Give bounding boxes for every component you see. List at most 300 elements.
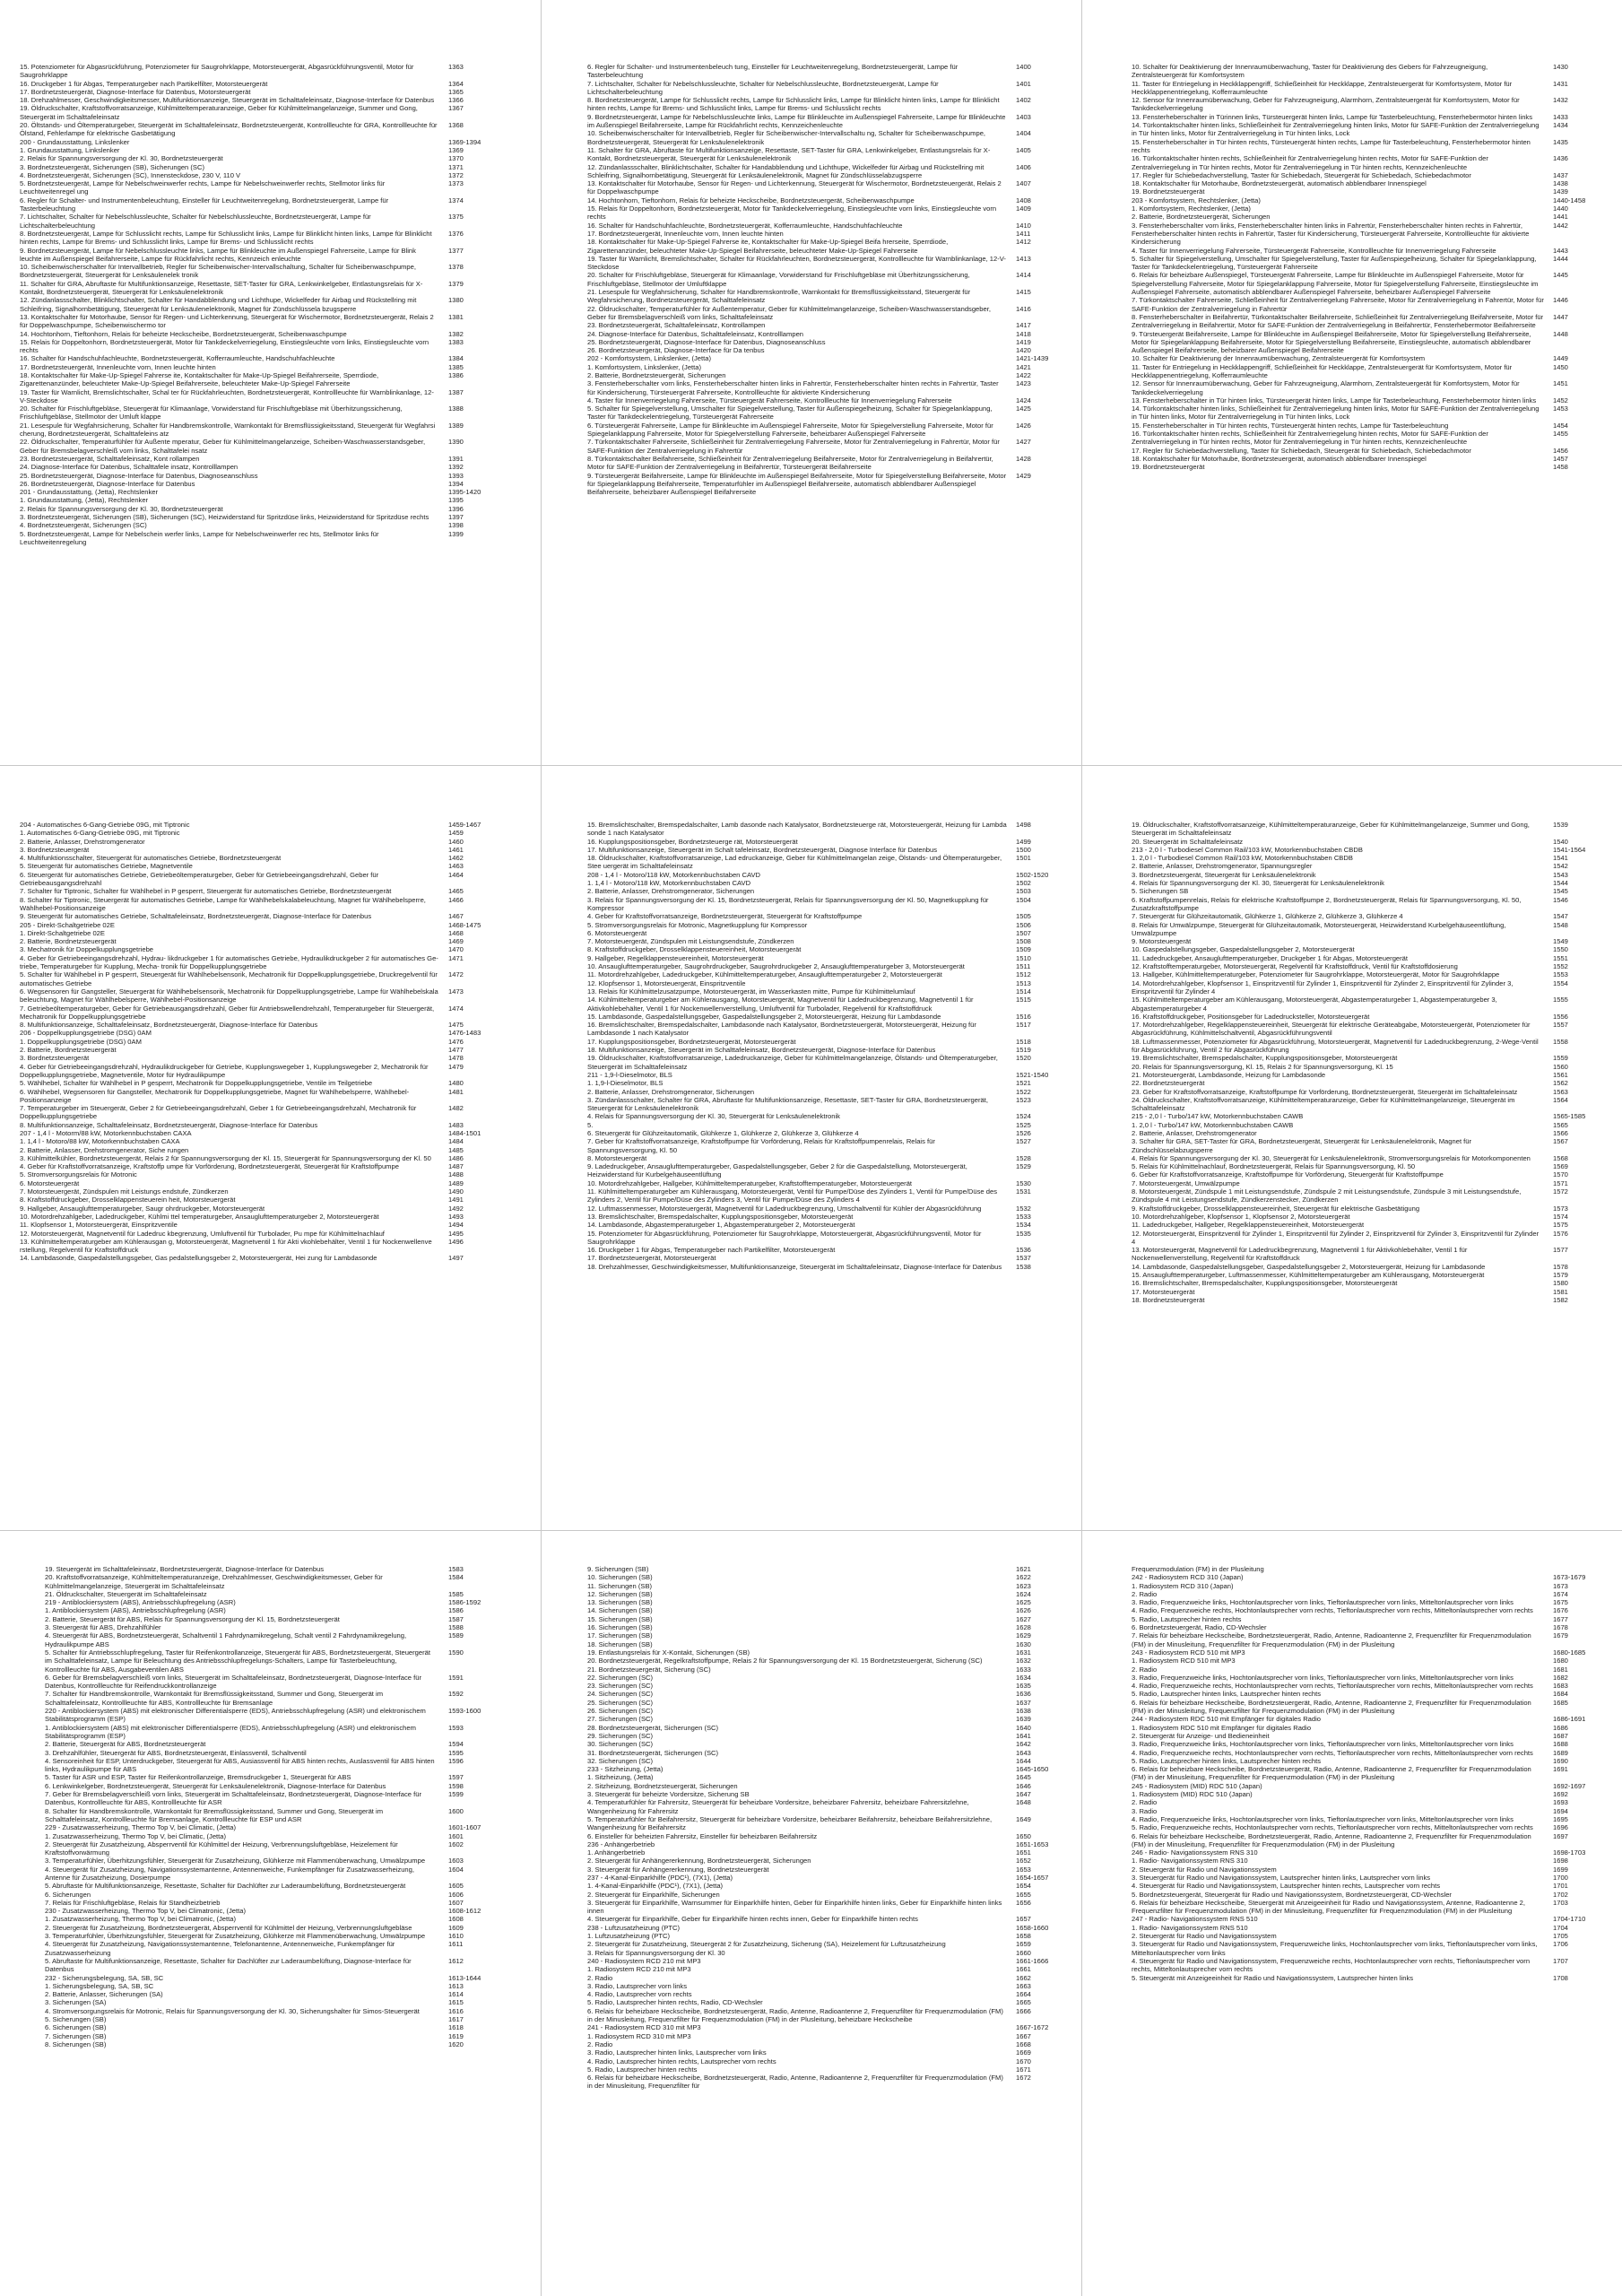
entry-page-number: 1375 xyxy=(448,213,464,222)
entry-title: 2. Radio xyxy=(587,2039,613,2048)
toc-entry xyxy=(20,371,488,388)
toc-entry xyxy=(1132,1129,1592,1137)
toc-entry xyxy=(587,1724,1055,1732)
toc-entry xyxy=(1132,1665,1592,1674)
toc-entry xyxy=(587,1657,1055,1665)
entry-title: 3. Radio, Frequenzweiche links, Hochtonlautsprecher vorn links, Tieftonlautsprecher vorn links, Mitteltonlautsprecher vorn links xyxy=(1132,1740,1514,1749)
entry-title: 237 - 4-Kanal-Einparkhilfe (PDC¹), (7X1), (Jetta) xyxy=(587,1873,733,1882)
toc-entry xyxy=(1132,1288,1592,1296)
entry-page-number: 1645-1650 xyxy=(1016,1765,1049,1774)
toc-entry xyxy=(587,896,1055,913)
entry-title: 3. Steuergerät für Radio und Navigationssystem, Lautsprecher hinten links, Lautsprecher vorn links xyxy=(1132,1873,1431,1882)
entry-page-number: 1650 xyxy=(1016,1831,1031,1840)
entry-title: 14. Türkontaktschalter hinten links, Schließeinheit für Zentralverriegelung hinten links, Motor für SAFE-Funktion der Zentralverriegelung in Tür hinten links, Motor für Zentralverriegelung in Tür hinten links, Lock xyxy=(1132,121,1540,138)
toc-entry xyxy=(20,912,488,920)
entry-page-number: 1500 xyxy=(1016,845,1031,854)
entry-title: 3. Schalter für GRA, SET-Taster für GRA, Bordnetzsteuergerät, Steuergerät für Lenksäulenelektronik, Magnet für Zündschlüsselabzugsperre xyxy=(1132,1137,1472,1154)
toc-entry xyxy=(587,1965,1055,1973)
entry-title: 16. Kraftstoffdruckgeber, Positionsgeber für Ladedrucksteller, Motorsteuergerät xyxy=(1132,1012,1370,1021)
toc-entry xyxy=(1132,1296,1592,1304)
document-page xyxy=(20,821,488,1511)
entry-page-number: 1527 xyxy=(1016,1137,1031,1146)
entry-page-number: 1387 xyxy=(448,387,464,396)
toc-entry xyxy=(20,929,488,937)
entry-title: 23. Geber für Kraftstoffvorratsanzeige, Kraftstoffpumpe für Vorförderung, Bordnetzsteuergerät, Steuergerät im Schalttafeleinsatz xyxy=(1132,1087,1518,1096)
toc-entry xyxy=(45,1773,488,1781)
entry-title: 10. Schalter für Deaktivierung der Innenraumüberwachung, Zentralsteuergerät für Komfortsystem xyxy=(1132,354,1426,363)
document-page xyxy=(1132,63,1592,744)
toc-entry xyxy=(587,1740,1055,1748)
entry-title: 2. Sitzheizung, Bordnetzsteuergerät, Sicherungen xyxy=(587,1781,738,1790)
entry-page-number: 1606 xyxy=(448,1890,464,1899)
toc-entry xyxy=(1132,1882,1592,1890)
toc-entry xyxy=(1132,463,1592,471)
entry-title: 5. Radio, Lautsprecher hinten rechts, Radio, CD-Wechsler xyxy=(587,1998,763,2007)
entry-page-number: 1620 xyxy=(448,2039,464,2048)
toc-entry xyxy=(587,438,1055,455)
entry-title: 7. Geber für Kraftstoffvorratsanzeige, Kraftstoffpumpe für Vorförderung, Relais für Kraftstoffpumpenrelais, Relais für Spannungsversorgung, Kl. 50 xyxy=(587,1137,935,1154)
entry-page-number: 1526 xyxy=(1016,1128,1031,1137)
entry-title: 3. Drehzahlfühler, Steuergerät für ABS, Bordnetzsteuergerät, Einlassventil, Schaltventil xyxy=(45,1748,307,1757)
toc-entry xyxy=(20,1063,488,1080)
entry-page-number: 1486 xyxy=(448,1153,464,1162)
entry-title: 240 - Radiosystem RCD 210 mit MP3 xyxy=(587,1956,701,1965)
entry-page-number: 1512 xyxy=(1016,970,1031,979)
entry-title: 7. Schalter für Handbremskontrolle, Warnkontakt für Bremsflüssigkeitsstand, Summer und Gong, Steuergerät im Schalttafeleinsatz, Kontrollleuchte für ABS, Kontrollleuchte für Bremsanlage xyxy=(45,1690,384,1707)
toc-entry xyxy=(20,921,488,929)
entry-page-number: 1487 xyxy=(448,1162,464,1171)
entry-page-number: 1629 xyxy=(1016,1631,1031,1640)
entry-page-number: 1612 xyxy=(448,1956,464,1965)
toc-entry xyxy=(1132,1674,1592,1682)
entry-title: 11. Ladedruckgeber, Ansauglufttemperaturgeber, Druckgeber 1 für Abgas, Motorsteuergerät xyxy=(1132,953,1409,962)
toc-entry xyxy=(1132,247,1592,255)
entry-title: 1. Direkt-Schaltgetriebe 02E xyxy=(20,928,105,937)
toc-entry xyxy=(587,204,1055,222)
toc-entry xyxy=(1132,196,1592,204)
toc-entry xyxy=(1132,255,1592,272)
toc-entry xyxy=(587,346,1055,354)
toc-entry xyxy=(587,937,1055,945)
toc-entry xyxy=(20,1230,488,1238)
entry-title: 19. Taster für Warnlicht, Bremslichtschalter, Schalter für Rückfahrleuchten, Bordnetzsteuergerät, Kontrollleuchte für Warnblinkanlage, 12-V-Steckdose xyxy=(587,254,1006,272)
toc-entry xyxy=(587,396,1055,404)
toc-entry xyxy=(1132,96,1592,113)
entry-title: 233 - Sitzheizung, (Jetta) xyxy=(587,1765,664,1774)
toc-entry xyxy=(1132,1271,1592,1279)
entry-title: 1. Komfortsystem, Linkslenker, (Jetta) xyxy=(587,362,702,371)
entry-page-number: 1430 xyxy=(1553,63,1568,71)
toc-entry xyxy=(587,1606,1055,1614)
toc-entry xyxy=(1132,330,1592,355)
toc-entry xyxy=(1132,1121,1592,1129)
toc-entry xyxy=(587,2007,1055,2024)
entry-title: 2. Steuergerät für Anzeige- und Bedieneinheit xyxy=(1132,1731,1270,1740)
entry-page-number: 1603 xyxy=(448,1857,464,1866)
entry-page-number: 1445 xyxy=(1553,271,1568,280)
entry-title: 5. Radio, Lautsprecher hinten links, Lautsprecher hinten rechts xyxy=(1132,1756,1322,1765)
entry-title: 5. Bordnetzsteuergerät, Steuergerät für Radio und Navigationssystem, Bordnetzsteuergerät, CD-Wechsler xyxy=(1132,1890,1452,1899)
entry-title: 24. Diagnose-Interface für Datenbus, Schalttafeleinsatz, Kontrolllampen xyxy=(587,329,804,338)
toc-entry xyxy=(587,838,1055,846)
entry-title: 236 - Anhängerbetrieb xyxy=(587,1839,655,1848)
toc-entry xyxy=(1132,1137,1592,1154)
toc-entry xyxy=(587,455,1055,472)
toc-entry xyxy=(1132,937,1592,945)
entry-title: 9. Türsteuergerät Beifahrerseite, Lampe für Blinkleuchte im Außenspiegel Beifahrerseite, Motor für Spiegelverstellung Beifahrerseite, Motor für Spiegelanklappung Beifahrerseite, Motor für Spiegelverstellung Beifahrerseite, Einstiegsleuchte, automatisch abblendbarer Außenspiegel Beifahrerseite, beheizbarer Außenspiegel Beifahrerseite xyxy=(1132,329,1531,355)
entry-title: 20. Bordnetzsteuergerät, Regelkraftstoffpumpe, Relais 2 für Spannungsversorgung der Kl. 15 Bordnetzsteuergerät, Sicherung (SC) xyxy=(587,1657,983,1665)
entry-title: 12. Zündanlassschalter, Blinklichtschalter, Schalter für Handabblendung und Lichthupe, Wickelfeder für Airbag und Rückstellring mit Schleifring, Signalhornbetätigung, Steuergerät für Lenksäulenelektronik, Magnet für Zündschlüsselabzugsperre xyxy=(587,162,984,179)
toc-entry xyxy=(45,1940,488,1957)
entry-title: 9. Ladedruckgeber, Ansauglufttemperaturgeber, Gaspedalstellungsgeber, Geber 2 für die Gaspedalstellung, Motorsteuergerät, Heizwiderstand für Kurbelgehäuseentlüftung xyxy=(587,1162,967,1179)
toc-entry xyxy=(587,179,1055,196)
entry-page-number: 1685 xyxy=(1553,1698,1568,1707)
toc-entry xyxy=(1132,979,1592,996)
entry-page-number: 1648 xyxy=(1016,1798,1031,1807)
toc-entry xyxy=(20,505,488,513)
entry-page-number: 1706 xyxy=(1553,1940,1568,1949)
entry-page-number: 1657 xyxy=(1016,1915,1031,1924)
entry-title: 11. Taster für Entriegelung in Heckklappengriff, Schließeinheit für Heckklappe, Zentralsteuergerät für Komfortsystem, Motor für Heckklappenentriegelung, Kofferraumleuchte xyxy=(1132,362,1513,379)
toc-entry xyxy=(45,1857,488,1865)
entry-page-number: 1621 xyxy=(1016,1565,1031,1573)
entry-page-number: 1385 xyxy=(448,362,464,371)
entry-title: 19. Bordnetzsteuergerät xyxy=(1132,463,1205,472)
entry-page-number: 1411 xyxy=(1016,229,1031,238)
entry-title: 6. Geber für Bremsbelagverschleiß vorn links, Steuergerät im Schalttafeleinsatz, Bordnetzsteuergerät, Diagnose-Interface für Datenbus, Kontrollleuchte für Reifendruckkontrollanzeige xyxy=(45,1673,421,1691)
entry-title: 22. Öldruckschalter, Temperaturfühler für Außentemperatur, Geber für Kühlmittelmangelanzeige, Scheiben-Waschwasserstandsgeber, Geber für Bremsbelagverschleiß vorn links, Schalttafeleinsatz xyxy=(587,304,991,321)
toc-entry xyxy=(20,496,488,504)
toc-entry xyxy=(20,513,488,521)
entry-title: 25. Bordnetzsteuergerät, Diagnose-Interface für Datenbus, Diagnoseanschluss xyxy=(20,471,258,480)
toc-entry xyxy=(1132,271,1592,296)
toc-entry xyxy=(45,1924,488,1932)
entry-page-number: 1549 xyxy=(1553,937,1568,946)
entry-title: 10. Motordrehzahlgeber, Ladedruckgeber, Kühlmi ttel temperaturgeber, Ansauglufttemperaturgeber 2, Motorsteuergerät xyxy=(20,1212,379,1221)
entry-page-number: 1423 xyxy=(1016,379,1031,388)
toc-entry xyxy=(20,1179,488,1187)
entry-page-number: 1466 xyxy=(448,895,464,904)
entry-title: 12. Klopfsensor 1, Motorsteuergerät, Einspritzventile xyxy=(587,978,746,987)
entry-page-number: 1510 xyxy=(1016,953,1031,962)
toc-entry xyxy=(1132,1657,1592,1665)
entry-page-number: 1646 xyxy=(1016,1781,1031,1790)
entry-title: 1. 1,4 l - Motoro/88 kW, Motorkennbuchstaben CAXA xyxy=(20,1137,180,1146)
toc-entry xyxy=(1132,1573,1592,1581)
entry-title: 1. Radio- Navigationssystem RNS 510 xyxy=(1132,1923,1248,1932)
entry-title: 8. Schalter für Handbremskontrolle, Warnkontakt für Bremsflüssigkeitsstand, Summer und Gong, Steuergerät im Schalttafeleinsatz, Kontrollleuchte für Bremsanlage, Kontrollleuchte für ESP und ASR xyxy=(45,1806,384,1823)
entry-title: 4. Steuergerät für Radio und Navigationssystem, Frequenzweiche rechts, Hochtonlautsprecher vorn rechts, Tieftonlautsprecher vorn rechts, Mitteltonlautsprecher vorn rechts xyxy=(1132,1956,1531,1974)
toc-entry xyxy=(20,330,488,338)
toc-entry xyxy=(587,1674,1055,1682)
entry-title: 6. Motorsteuergerät xyxy=(20,1178,80,1187)
entry-page-number: 1468 xyxy=(448,928,464,937)
toc-entry xyxy=(20,829,488,837)
entry-page-number: 1376 xyxy=(448,229,464,238)
entry-page-number: 1432 xyxy=(1553,96,1568,105)
entry-title: 2. Steuergerät für Radio und Navigationssystem xyxy=(1132,1865,1277,1874)
entry-title: 1. Antiblockiersystem (ABS), Antriebsschlupfregelung (ASR) xyxy=(45,1606,226,1615)
entry-title: 204 - Automatisches 6-Gang-Getriebe 09G, mit Tiptronic xyxy=(20,821,190,829)
entry-title: 17. Bordnetzsteuergerät, Diagnose-Interface für Datenbus, Motorsteuergerät xyxy=(20,87,251,96)
entry-title: 230 - Zusatzwasserheizung, Thermo Top V, bei Climatronic, (Jetta) xyxy=(45,1907,246,1916)
entry-page-number: 1565-1585 xyxy=(1553,1112,1586,1121)
entry-title: 6. Kraftstoffpumpenrelais, Relais für elektrische Kraftstoffpumpe 2, Bordnetzsteuergerät, Relais für Spannungsversorgung, Kl. 50, Zusatzkraftstoffpumpe xyxy=(1132,895,1522,912)
toc-entry xyxy=(587,1137,1055,1154)
toc-entry xyxy=(1132,1924,1592,1932)
entry-title: 8. Kraftstoffdruckgeber, Drosselklappensteuerein heit, Motorsteuergerät xyxy=(20,1196,236,1205)
toc-list xyxy=(20,821,488,1263)
entry-title: 4. Taster für Innenverriegelung Fahrerseite, Türsteuergerät Fahrerseite, Kontrollleuchte für Innenverriegelung Fahrerseite xyxy=(1132,246,1496,255)
toc-entry xyxy=(1132,1631,1592,1648)
entry-page-number: 1490 xyxy=(448,1187,464,1196)
entry-page-number: 1369-1394 xyxy=(448,137,481,146)
toc-entry xyxy=(587,422,1055,439)
entry-title: 1. Radiosystem RCD 310 mit MP3 xyxy=(587,2031,691,2040)
entry-page-number: 1396 xyxy=(448,504,464,513)
toc-entry xyxy=(45,1598,488,1606)
entry-title: 15. Kühlmitteltemperaturgeber am Kühlerausgang, Motorsteuergerät, Abgastemperaturgeber 1, Abgastemperaturgeber 3, Abgastemperaturgeber 4 xyxy=(1132,996,1497,1013)
entry-page-number: 1667 xyxy=(1016,2031,1031,2040)
toc-entry xyxy=(20,213,488,230)
entry-title: 2. Batterie, Anlasser, Drehstromgenerator, Sicherungen xyxy=(587,1087,755,1096)
entry-page-number: 1666 xyxy=(1016,2006,1031,2015)
entry-title: 6. Relais für beheizbare Außenspiegel, Türsteuergerät Fahrerseite, Lampe für Blinkleuchte im Außenspiegel Fahrerseite, Motor für Spiegelverstellung Fahrerseite, Motor für Spiegelanklappung Fahrerseite, Motor für Spiegelverstellung Fahrerseite, Einstiegsleuchte im Außenspiegel Fahrerseite, automatisch abblendbarer Außenspiegel Fahrerseite, beheizbarer Außenspiegel Fahrerseite xyxy=(1132,271,1539,297)
toc-entry xyxy=(45,1690,488,1707)
entry-title: 13. Hallgeber, Kühlmitteltemperaturgeber, Potenziometer für Saugrohrklappe, Motorsteuergerät, Motor für Saugrohrklappe xyxy=(1132,970,1500,979)
entry-title: 21. Öldruckschalter, Steuergerät im Schalttafeleinsatz xyxy=(45,1589,207,1598)
entry-title: 16. Schalter für Handschuhfachleuchte, Bordnetzsteuergerät, Kofferraumleuchte, Handschuhfachleuchte xyxy=(587,221,903,230)
entry-page-number: 1451 xyxy=(1553,379,1568,388)
entry-page-number: 1418 xyxy=(1016,329,1031,338)
toc-entry xyxy=(1132,313,1592,330)
entry-title: 30. Sicherungen (SC) xyxy=(587,1740,654,1749)
entry-title: 6. Relais für beheizbare Heckscheibe, Bordnetzsteuergerät, Radio, Antenne, Radioantenne 2, Frequenzfilter für Frequenzmodulation (FM) in der Minusleitung, Frequenzfilter für Frequenzmodulation (FM) in der Plusleitung xyxy=(1132,1765,1531,1782)
toc-entry xyxy=(587,1782,1055,1790)
entry-page-number: 1599 xyxy=(448,1790,464,1799)
entry-title: 2. Relais für Spannungsversorgung der Kl. 30, Bordnetzsteuergerät xyxy=(20,504,223,513)
toc-entry xyxy=(20,1213,488,1221)
entry-title: 1. Radiosystem RCD 210 mit MP3 xyxy=(587,1965,691,1974)
entry-title: 13. Kontaktschalter für Motorhaube, Sensor für Regen- und Lichterkennung, Steuergerät für Wischermotor, Bordnetzsteuergerät, Relais 2 für Doppelwaschpumpe xyxy=(587,179,1002,196)
entry-page-number: 1440-1458 xyxy=(1553,196,1586,204)
entry-page-number: 1365 xyxy=(448,87,464,96)
entry-page-number: 1374 xyxy=(448,196,464,204)
toc-entry xyxy=(587,1187,1055,1205)
entry-page-number: 1540 xyxy=(1553,837,1568,846)
toc-entry xyxy=(1132,1582,1592,1590)
entry-page-number: 1379 xyxy=(448,279,464,288)
entry-title: 11. Motordrehzahlgeber, Ladedruckgeber, Kühlmitteltemperaturgeber, Ansauglufttemperaturgeber 2, Motorsteuergerät xyxy=(587,970,942,979)
column-divider xyxy=(541,0,542,2296)
entry-page-number: 1392 xyxy=(448,463,464,472)
entry-title: 1. Radiosystem RCD 510 mit MP3 xyxy=(1132,1657,1236,1665)
entry-title: 14. Hochtonhorn, Tieftonhorn, Relais für beheizte Heckscheibe, Bordnetzsteuergerät, Scheibenwaschpumpe xyxy=(20,329,347,338)
toc-entry xyxy=(587,1648,1055,1657)
entry-page-number: 1501 xyxy=(1016,854,1031,863)
entry-title: 4. Bordnetzsteuergerät, Sicherungen (SC) xyxy=(20,521,147,530)
toc-entry xyxy=(587,1021,1055,1038)
toc-entry xyxy=(1132,1957,1592,1974)
entry-page-number: 1515 xyxy=(1016,996,1031,1004)
entry-page-number: 1686 xyxy=(1553,1723,1568,1732)
entry-page-number: 1421-1439 xyxy=(1016,354,1049,363)
entry-page-number: 1556 xyxy=(1553,1012,1568,1021)
entry-title: 17. Bordnetzsteuergerät, Motorsteuergerät xyxy=(587,1254,716,1263)
toc-entry xyxy=(1132,1598,1592,1606)
entry-page-number: 1364 xyxy=(448,79,464,88)
entry-title: 10. Sicherungen (SB) xyxy=(587,1573,653,1582)
entry-title: 16. Bremslichtschalter, Bremspedalschalter, Kupplungspositionsgeber, Motorsteuergerät xyxy=(1132,1279,1398,1288)
entry-title: 208 - 1,4 l - Motoro/118 kW, Motorkennbuchstaben CAVD xyxy=(587,870,761,879)
entry-page-number: 1663 xyxy=(1016,1981,1031,1990)
entry-page-number: 1458 xyxy=(1553,463,1568,472)
toc-entry xyxy=(1132,1590,1592,1598)
entry-title: 7. Motorsteuergerät, Zündspulen mit Leistungsendstufe, Zündkerzen xyxy=(587,937,794,946)
toc-entry xyxy=(20,1187,488,1196)
entry-title: 2. Steuergerät für Zusatzheizung, Steuergerät 2 für Zusatzheizung, Sicherung (SA), Heizelement für Luftzusatzheizung xyxy=(587,1940,946,1949)
entry-title: 15. Potenziometer für Abgasrückführung, Potenziometer für Saugrohrklappe, Motorsteuergerät, Abgasrückführungsventil, Motor für Saugrohrklappe xyxy=(20,63,414,80)
entry-title: 1. 2,0 l - Turbo/147 kW, Motorkennbuchstaben CAWB xyxy=(1132,1120,1294,1129)
toc-entry xyxy=(587,1699,1055,1707)
toc-entry xyxy=(587,354,1055,362)
entry-title: 3. Steuergerät für Anhängererkennung, Bordnetzsteuergerät xyxy=(587,1865,769,1874)
entry-page-number: 1627 xyxy=(1016,1614,1031,1623)
toc-entry xyxy=(45,2007,488,2015)
entry-page-number: 1428 xyxy=(1016,454,1031,463)
toc-entry xyxy=(20,1129,488,1137)
toc-entry xyxy=(20,1038,488,1046)
entry-title: 6. Sicherungen (SB) xyxy=(45,2023,107,2032)
entry-page-number: 1563 xyxy=(1553,1087,1568,1096)
entry-title: 16. Türkontaktschalter hinten rechts, Schließeinheit für Zentralverriegelung hinten rechts, Motor für SAFE-Funktion der Zentralverriegelung in Tür hinten rechts, Motor für Zentralverriegelung in Tür hinten rechts, Kennzeichenleuchte xyxy=(1132,154,1488,171)
toc-entry xyxy=(1132,996,1592,1013)
toc-entry xyxy=(587,238,1055,255)
entry-title: 215 - 2,0 l - Turbo/147 kW, Motorkennbuchstaben CAWB xyxy=(1132,1112,1304,1121)
entry-title: 3. Fensterheberschalter vorn links, Fensterheberschalter hinten links in Fahrertür, Fensterheberschalter hinten rechts in Fahrertür, Fensterheberschalter hinten rechts in Fahrertür, Taster für Kindersicherung, Türsteuergerät Fahrerseite, Kontrollleuchte für aktivierte Kindersicherung xyxy=(1132,221,1530,247)
entry-page-number: 1476-1483 xyxy=(448,1029,481,1038)
entry-title: 12. Sicherungen (SB) xyxy=(587,1589,653,1598)
toc-entry xyxy=(1132,154,1592,171)
toc-entry xyxy=(587,921,1055,929)
entry-title: 4. Radio, Frequenzweiche rechts, Hochtonlautsprecher vorn rechts, Tieftonlautsprecher vorn rechts, Mitteltonlautsprecher vorn rechts xyxy=(1132,1606,1533,1615)
entry-page-number: 1609 xyxy=(448,1923,464,1932)
toc-entry xyxy=(587,1112,1055,1120)
entry-title: 4. Sensoreinheit für ESP, Unterdruckgeber, Steuergerät für ABS, Ausiassventil für ABS hinten rechts, Auslassventil für ABS hinten links, Hydraulikpumpe für ABS xyxy=(45,1756,435,1774)
entry-page-number: 1366 xyxy=(448,96,464,105)
toc-entry xyxy=(1132,854,1592,862)
toc-entry xyxy=(587,371,1055,379)
toc-entry xyxy=(20,530,488,547)
entry-title: 7. Lichtschalter, Schalter für Nebelschlussleuchte, Schalter für Nebelschlussleuchte, Bordnetzsteuergerät, Lampe für Lichtschalterbeleuchtung xyxy=(587,79,939,96)
document-page xyxy=(587,63,1055,744)
toc-list xyxy=(587,63,1055,496)
toc-entry xyxy=(45,1899,488,1907)
entry-page-number: 1481 xyxy=(448,1087,464,1096)
toc-entry xyxy=(20,171,488,179)
entry-page-number: 1491 xyxy=(448,1196,464,1205)
entry-page-number: 1669 xyxy=(1016,2048,1031,2057)
entry-title: 6. Regler für Schalter- und Instrumentenbeleuchtung, Einsteller für Leuchtweitenregelung, Bordnetzsteuergerät, Lampe für Tasterbeleuchtung xyxy=(20,196,389,213)
entry-page-number: 1567 xyxy=(1553,1137,1568,1146)
entry-title: 5. Sicherungen (SB) xyxy=(45,2015,107,2024)
entry-page-number: 1607 xyxy=(448,1898,464,1907)
entry-page-number: 1537 xyxy=(1016,1254,1031,1263)
entry-page-number: 1391 xyxy=(448,454,464,463)
toc-entry xyxy=(20,63,488,80)
entry-page-number: 1704-1710 xyxy=(1553,1915,1586,1924)
entry-page-number: 1420 xyxy=(1016,346,1031,355)
entry-title: 6. Relais für beheizbare Heckscheibe, Steuergerät mit Anzeigeeinheit für Radio und Navigationssystem, Antenne, Radioantenne 2, Frequenzfilter für Frequenzmodulation (FM) in der Minusleitung, Frequenzfilter für Frequenzmodulation (FM) in der Plusleitung xyxy=(1132,1898,1526,1916)
entry-title: 7. Sicherungen (SB) xyxy=(45,2031,107,2040)
entry-page-number: 1551 xyxy=(1553,953,1568,962)
entry-title: 5. Stromversorgungsrelais für Motronic, Magnetkupplung für Kompressor xyxy=(587,920,808,929)
entry-page-number: 1608 xyxy=(448,1915,464,1924)
toc-entry xyxy=(45,1749,488,1757)
toc-entry xyxy=(45,1957,488,1974)
toc-entry xyxy=(587,1732,1055,1740)
entry-title: 213 - 2,0 l - Turbodiesel Common Rail/103 kW, Motorkennbuchstaben CBDB xyxy=(1132,845,1363,854)
entry-page-number: 1372 xyxy=(448,170,464,179)
entry-page-number: 1643 xyxy=(1016,1748,1031,1757)
entry-page-number: 1680-1685 xyxy=(1553,1648,1586,1657)
toc-entry xyxy=(587,1932,1055,1940)
entry-page-number: 1670 xyxy=(1016,2057,1031,2066)
entry-title: 13. Motorsteuergerät, Magnetventil für Ladedruckbegrenzung, Magnetventil 1 für Aktivkohlebehälter, Ventil 1 für Nockenwellenverstellung, Regelventil für Kraftstoffdruck xyxy=(1132,1246,1468,1263)
entry-page-number: 1535 xyxy=(1016,1229,1031,1238)
entry-title: 7. Geber für Bremsbelagverschleiß vorn links, Steuergerät im Schalttafeleinsatz, Bordnetzsteuergerät, Diagnose-Interface für Datenbus, Kontrollleuchte für ABS, Kontrollleuchte für ASR xyxy=(45,1790,421,1807)
entry-page-number: 1681 xyxy=(1553,1665,1568,1674)
entry-title: 7. Relais für Frischluftgebläse, Relais für Standheizbetrieb xyxy=(45,1898,221,1907)
entry-page-number: 1680 xyxy=(1553,1657,1568,1665)
toc-entry xyxy=(587,288,1055,305)
entry-title: 12. Sensor für Innenraumüberwachung, Geber für Fahrzeugneigung, Alarmhorn, Zentralsteuergerät für Komfortsystem, Motor für Tankdeckelverriegelung xyxy=(1132,379,1520,396)
entry-page-number: 1659 xyxy=(1016,1940,1031,1949)
entry-page-number: 1615 xyxy=(448,1998,464,2007)
entry-title: 3. Radio, Lautsprecher vorn links xyxy=(587,1981,688,1990)
entry-page-number: 1499 xyxy=(1016,837,1031,846)
entry-page-number: 1640 xyxy=(1016,1723,1031,1732)
toc-entry xyxy=(1132,896,1592,913)
toc-entry xyxy=(45,2040,488,2048)
entry-page-number: 1630 xyxy=(1016,1639,1031,1648)
entry-page-number: 1624 xyxy=(1016,1589,1031,1598)
entry-title: 5. Bordnetzsteuergerät, Lampe für Nebelschweinwerfer rechts, Lampe für Nebelschweinwerfer rechts, Stellmotor links für Leuchtweitenregel ung xyxy=(20,179,386,196)
entry-title: 1. 4-Kanal-Einparkhilfe (PDC¹), (7X1), (Jetta) xyxy=(587,1882,724,1891)
toc-entry xyxy=(20,179,488,196)
toc-entry xyxy=(587,472,1055,497)
entry-page-number: 1544 xyxy=(1553,879,1568,888)
entry-title: 17. Motordrehzahlgeber, Regelklappensteuereinheit, Steuergerät für elektrische Geräteabgabe, Motorsteuergerät, Potenziometer für Abgasrückführung, Kühlmittelschaltventil, Abgasrückführungsventil xyxy=(1132,1021,1531,1038)
entry-page-number: 1390 xyxy=(448,438,464,447)
entry-page-number: 1489 xyxy=(448,1178,464,1187)
entry-page-number: 1393 xyxy=(448,471,464,480)
entry-page-number: 1511 xyxy=(1016,962,1031,971)
toc-entry xyxy=(45,1740,488,1748)
entry-title: 2. Steuergerät für Zusatzheizung, Absperrventil für Kühlmittel der Heizung, Verbrennungsluftgebläse, Heizelement für Kraftstoffvorwärmung xyxy=(45,1839,398,1857)
entry-page-number: 1521 xyxy=(1016,1079,1031,1088)
toc-entry xyxy=(20,313,488,330)
entry-page-number: 1506 xyxy=(1016,920,1031,929)
entry-title: 3. Radio, Frequenzweiche links, Hochtonlautsprecher vorn links, Tieftonlautsprecher vorn links, Mitteltonlautsprecher vorn links xyxy=(1132,1673,1514,1682)
toc-entry xyxy=(1132,1782,1592,1790)
toc-entry xyxy=(20,1021,488,1029)
toc-list xyxy=(1132,821,1592,1304)
toc-entry xyxy=(587,330,1055,338)
entry-page-number: 1660 xyxy=(1016,1948,1031,1957)
entry-title: 8. Motorsteuergerät xyxy=(587,1153,647,1162)
entry-title: 18. Sicherungen (SB) xyxy=(587,1639,653,1648)
